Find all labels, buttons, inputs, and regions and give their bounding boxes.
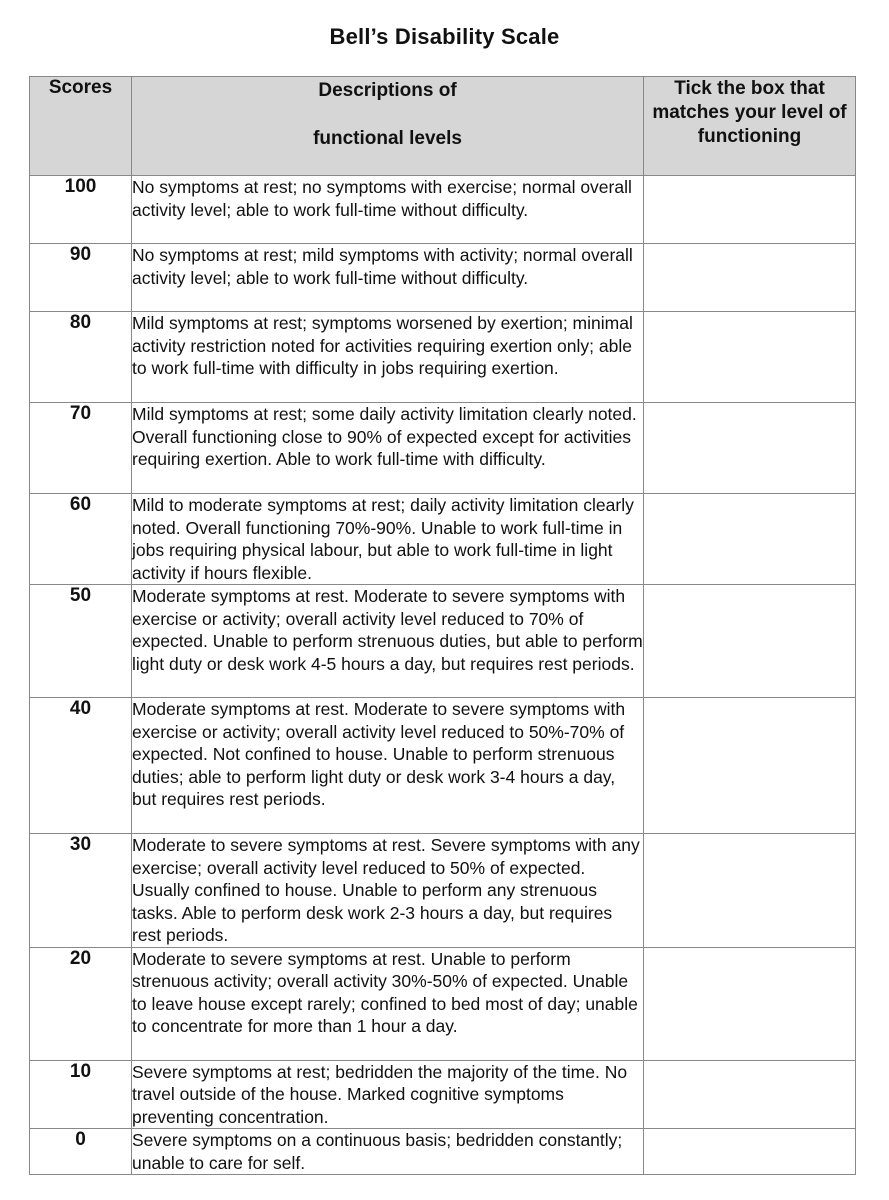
tick-box[interactable]: [644, 494, 856, 585]
score-cell: 30: [30, 834, 132, 948]
header-descriptions: [132, 77, 644, 176]
description-cell: No symptoms at rest; no symptoms with exercise; normal overall activity level; able to work full-time without difficulty.: [132, 176, 644, 244]
score-cell: 60: [30, 494, 132, 585]
table-row: [30, 312, 856, 403]
description-cell: Severe symptoms at rest; bedridden the majority of the time. No travel outside of the house. Marked cognitive symptoms preventing concentration.: [132, 1060, 644, 1129]
tick-box[interactable]: [644, 698, 856, 834]
tick-box[interactable]: [644, 244, 856, 312]
description-cell: No symptoms at rest; mild symptoms with activity; normal overall activity level; able to work full-time without difficulty.: [132, 244, 644, 312]
description-cell: Mild symptoms at rest; some daily activity limitation clearly noted. Overall functioning close to 90% of expected except for activities requiring exertion. Able to work full-time with difficulty.: [132, 403, 644, 494]
tick-box[interactable]: [644, 1129, 856, 1175]
score-cell: 10: [30, 1060, 132, 1129]
table-row: [30, 1129, 856, 1175]
score-cell: 50: [30, 585, 132, 698]
header-descriptions-line2: functional levels: [313, 128, 462, 149]
table-row: [30, 403, 856, 494]
description-cell: Moderate symptoms at rest. Moderate to severe symptoms with exercise or activity; overall activity level reduced to 50%-70% of expected. Not confined to house. Unable to perform strenuous duties; able to perform light duty or desk work 3-4 hours a day, but requires rest periods.: [132, 698, 644, 834]
description-cell: Moderate symptoms at rest. Moderate to severe symptoms with exercise or activity; overall activity level reduced to 70% of expected. Unable to perform strenuous duties, but able to perform light duty or desk work 4-5 hours a day, but requires rest periods.: [132, 585, 644, 698]
header-descriptions-line1: Descriptions of: [318, 80, 457, 101]
table-row: [30, 244, 856, 312]
description-cell: Mild symptoms at rest; symptoms worsened by exertion; minimal activity restriction noted for activities requiring exertion only; able to work full-time with difficulty in jobs requiring exertion.: [132, 312, 644, 403]
tick-box[interactable]: [644, 1060, 856, 1129]
description-cell: Severe symptoms on a continuous basis; bedridden constantly; unable to care for self.: [132, 1129, 644, 1175]
description-cell: Moderate to severe symptoms at rest. Severe symptoms with any exercise; overall activity level reduced to 50% of expected. Usually confined to house. Unable to perform any strenuous tasks. Able to perform desk work 2-3 hours a day, but requires rest periods.: [132, 834, 644, 948]
tick-box[interactable]: [644, 834, 856, 948]
header-tick-box: Tick the box that matches your level of functioning: [644, 77, 856, 176]
table-row: [30, 176, 856, 244]
tick-box[interactable]: [644, 403, 856, 494]
score-cell: 40: [30, 698, 132, 834]
description-cell: Moderate to severe symptoms at rest. Unable to perform strenuous activity; overall activity 30%-50% of expected. Unable to leave house except rarely; confined to bed most of day; unable to concentrate for more than 1 hour a day.: [132, 947, 644, 1060]
score-cell: 80: [30, 312, 132, 403]
table-row: [30, 834, 856, 948]
disability-scale-table: [29, 76, 856, 1175]
header-scores: Scores: [30, 77, 132, 176]
table-row: [30, 1060, 856, 1129]
score-cell: 20: [30, 947, 132, 1060]
score-cell: 90: [30, 244, 132, 312]
table-row: [30, 698, 856, 834]
page-title: Bell’s Disability Scale: [329, 24, 560, 49]
score-cell: 70: [30, 403, 132, 494]
tick-box[interactable]: [644, 312, 856, 403]
description-cell: Mild to moderate symptoms at rest; daily activity limitation clearly noted. Overall functioning 70%-90%. Unable to work full-time in jobs requiring physical labour, but able to work full-time in light activity if hours flexible.: [132, 494, 644, 585]
table-row: [30, 494, 856, 585]
table-row: [30, 585, 856, 698]
table-header-row: [30, 77, 856, 176]
score-cell: 0: [30, 1129, 132, 1175]
score-cell: 100: [30, 176, 132, 244]
table-row: [30, 947, 856, 1060]
tick-box[interactable]: [644, 585, 856, 698]
tick-box[interactable]: [644, 947, 856, 1060]
tick-box[interactable]: [644, 176, 856, 244]
